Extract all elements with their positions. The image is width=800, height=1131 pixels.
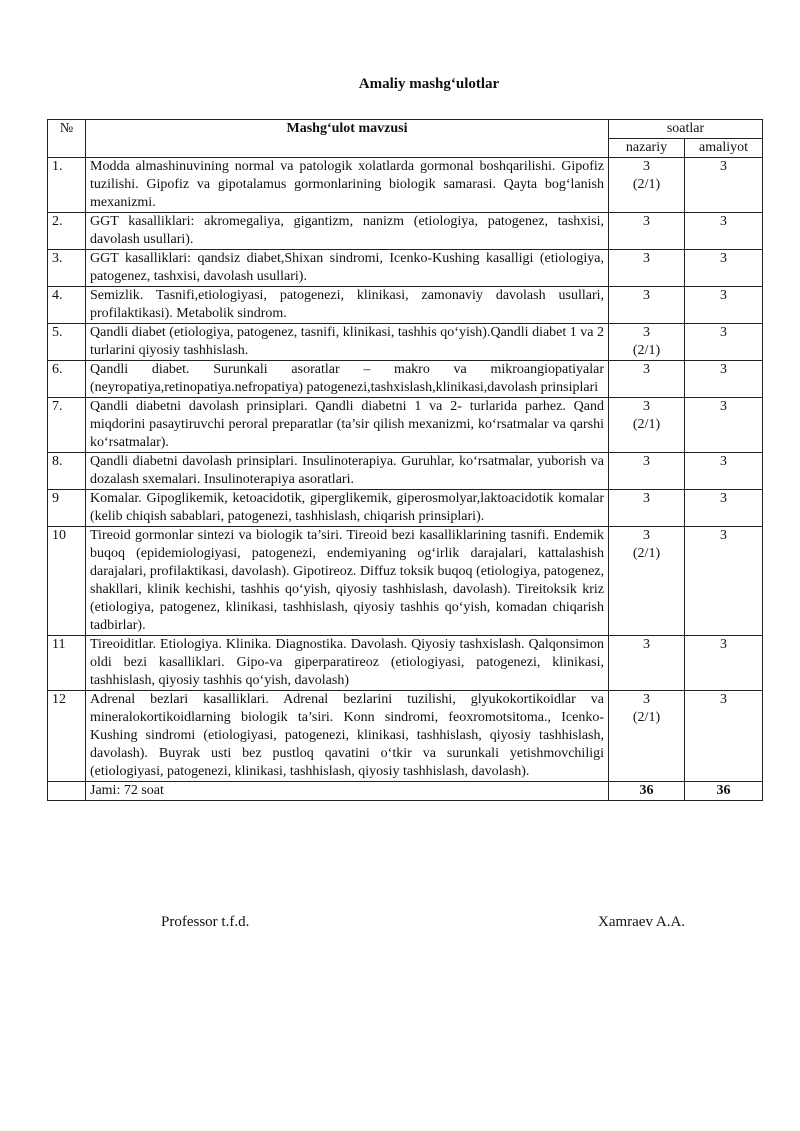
theory-hours-value: 3: [643, 491, 650, 506]
row-number: 3.: [48, 250, 86, 287]
theory-hours-split: (2/1): [632, 343, 661, 358]
row-topic: Qandli diabetni davolash prinsiplari. Insulinoterapiya. Guruhlar, ko‘rsatmalar, yuborish va dozalash sxemalari. Insulinoterapiya asoratlari.: [86, 453, 609, 490]
table-row: [48, 361, 763, 398]
table-row: [48, 398, 763, 453]
page-title: Amaliy mashg‘ulotlar: [358, 76, 500, 92]
table-row: [48, 453, 763, 490]
total-row: [48, 782, 763, 801]
row-number: 11: [48, 636, 86, 691]
row-topic: Qandli diabetni davolash prinsiplari. Qandli diabetni 1 va 2- turlarida parhez. Qand miqdorini pasaytiruvchi peroral preparatlar (ta’sir qilish mexanizmi, ko‘rsatmalar va qarshi ko‘rsatmalar).: [86, 398, 609, 453]
row-practice-hours: 3: [685, 398, 763, 453]
theory-hours-value: 3: [643, 159, 650, 174]
row-topic: Komalar. Gipoglikemik, ketoacidotik, giperglikemik, giperosmolyar,laktoacidotik komalar (kelib chiqish sabablari, patogenezi, tashhislash, chiqarish prinsiplari).: [86, 490, 609, 527]
signatory-name: Xamraev A.A.: [598, 914, 686, 930]
theory-hours-value: 3: [643, 528, 650, 543]
header-theory: nazariy: [609, 139, 685, 158]
theory-hours-value: 3: [643, 692, 650, 707]
row-theory-hours: [609, 453, 685, 490]
row-topic: Semizlik. Tasnifi,etiologiyasi, patogenezi, klinikasi, zamonaviy davolash usullari, profilaktikasi). Metabolik sindrom.: [86, 287, 609, 324]
row-theory-hours: [609, 636, 685, 691]
row-practice-hours: 3: [685, 287, 763, 324]
row-number: 2.: [48, 213, 86, 250]
theory-hours-split: (2/1): [632, 710, 661, 725]
theory-hours-value: 3: [643, 454, 650, 469]
row-topic: Adrenal bezlari kasalliklari. Adrenal bezlarini tuzilishi, glyukokortikoidlar va mineralokortikoidlarning biologik ta’siri. Konn sindromi, feoxromotsitoma., Icenko-Kushing sindromi (etiologiyasi, patogenezi, klinikasi, tashhislash, qiyosiy tashhislash, davolash). Buyrak usti bez pustloq qavatini o‘tkir va surunkali yetishmovchiligi (etiologiyasi, patogenezi, klinikasi, tashhislash, qiyosiy tashhislash, davolash).: [86, 691, 609, 782]
row-topic: GGT kasalliklari: qandsiz diabet,Shixan sindromi, Icenko-Kushing kasalligi (etiologiya, patogenez, tashxisi, davolash usullari).: [86, 250, 609, 287]
row-theory-hours: [609, 158, 685, 213]
total-theory: 36: [609, 782, 685, 801]
row-number: 6.: [48, 361, 86, 398]
table-row: [48, 691, 763, 782]
header-practice: amaliyot: [685, 139, 763, 158]
theory-hours-split: (2/1): [632, 546, 661, 561]
table-row: [48, 158, 763, 213]
row-topic: Modda almashinuvining normal va patologik xolatlarda gormonal boshqarilishi. Gipofiz tuzilishi. Gipofiz va gipotalamus gormonlarining biologik samarasi. Qayta bog‘lanish mexanizmi.: [86, 158, 609, 213]
row-practice-hours: 3: [685, 361, 763, 398]
theory-hours-value: 3: [643, 362, 650, 377]
row-practice-hours: 3: [685, 158, 763, 213]
row-practice-hours: 3: [685, 691, 763, 782]
row-practice-hours: 3: [685, 490, 763, 527]
row-number: 10: [48, 527, 86, 636]
row-number: 7.: [48, 398, 86, 453]
row-topic: Tireoiditlar. Etiologiya. Klinika. Diagnostika. Davolash. Qiyosiy tashxislash. Qalqonsimon oldi bezi kasalliklari. Gipo-va giperparatireoz (etiologiyasi, patogenezi, klinikasi, tashhislash, qiyosiy tashhis qo‘yish, davolash): [86, 636, 609, 691]
header-hours: soatlar: [609, 120, 763, 139]
row-theory-hours: [609, 361, 685, 398]
row-practice-hours: 3: [685, 324, 763, 361]
theory-hours-value: 3: [643, 325, 650, 340]
row-topic: GGT kasalliklari: akromegaliya, gigantizm, nanizm (etiologiya, patogenez, tashxisi, davolash usullari).: [86, 213, 609, 250]
theory-hours-value: 3: [643, 399, 650, 414]
row-theory-hours: [609, 324, 685, 361]
lessons-table: [47, 119, 763, 801]
table-row: [48, 213, 763, 250]
table-row: [48, 636, 763, 691]
row-number: 9: [48, 490, 86, 527]
row-number: 12: [48, 691, 86, 782]
row-practice-hours: 3: [685, 527, 763, 636]
row-theory-hours: [609, 398, 685, 453]
signatory-position: Professor t.f.d.: [161, 914, 250, 930]
row-number: 4.: [48, 287, 86, 324]
total-label: Jami: 72 soat: [86, 782, 609, 801]
table-row: [48, 527, 763, 636]
header-topic: Mashg‘ulot mavzusi: [86, 120, 609, 158]
row-practice-hours: 3: [685, 213, 763, 250]
theory-hours-value: 3: [643, 214, 650, 229]
theory-hours-value: 3: [643, 637, 650, 652]
row-theory-hours: [609, 527, 685, 636]
row-theory-hours: [609, 691, 685, 782]
table-row: [48, 250, 763, 287]
row-topic: Qandli diabet (etiologiya, patogenez, tasnifi, klinikasi, tashhis qo‘yish).Qandli diabet 1 va 2 turlarini qiyosiy tashhislash.: [86, 324, 609, 361]
row-topic: Tireoid gormonlar sintezi va biologik ta’siri. Tireoid bezi kasalliklarining tasnifi. Endemik buqoq (epidemiologiyasi, patogenezi, endemiyaning og‘irlik darajalari, kattalashish darajalari, profilaktikasi, davolash). Gipotireoz. Diffuz toksik buqoq (etiologiya, patogenez, shakllari, klinik kechishi, tashhis qo‘yish, qiyosiy tashhislash, davolash). Tireitoksik kriz (etiologiya, patogenez, klinikasi, tashhislash, qiyosiy tashhis qo‘yish, komadan chiqarish tadbirlar).: [86, 527, 609, 636]
row-practice-hours: 3: [685, 250, 763, 287]
theory-hours-split: (2/1): [632, 417, 661, 432]
row-theory-hours: [609, 213, 685, 250]
table-row: [48, 287, 763, 324]
row-number: 1.: [48, 158, 86, 213]
header-number: №: [48, 120, 86, 158]
row-practice-hours: 3: [685, 453, 763, 490]
row-practice-hours: 3: [685, 636, 763, 691]
theory-hours-value: 3: [643, 288, 650, 303]
row-topic: Qandli diabet. Surunkali asoratlar – makro va mikroangiopatiyalar (neyropatiya,retinopatiya.nefropatiya) patogenezi,tashxislash,klinikasi,davolash prinsiplari: [86, 361, 609, 398]
row-theory-hours: [609, 287, 685, 324]
table-row: [48, 490, 763, 527]
row-theory-hours: [609, 250, 685, 287]
theory-hours-split: (2/1): [632, 177, 661, 192]
row-number: 8.: [48, 453, 86, 490]
theory-hours-value: 3: [643, 251, 650, 266]
total-practice: 36: [685, 782, 763, 801]
row-number: 5.: [48, 324, 86, 361]
row-theory-hours: [609, 490, 685, 527]
table-row: [48, 324, 763, 361]
total-number: [48, 782, 86, 801]
